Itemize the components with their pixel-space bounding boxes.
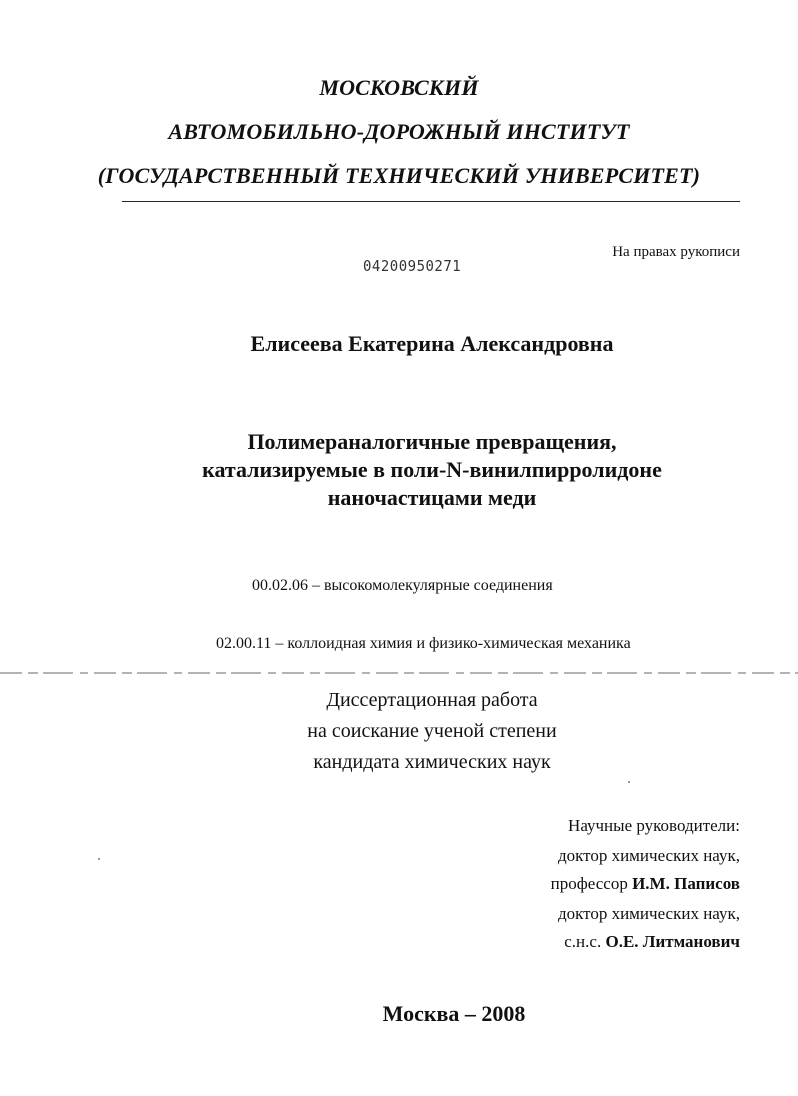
supervisor-1 [400,873,740,895]
specialty-1: 00.02.06 – высокомолекулярные соединения [252,577,553,594]
dashed-scan-line [0,666,798,680]
author-name: Елисеева Екатерина Александровна [250,331,614,356]
manuscript-note: На правах рукописи [612,244,740,260]
title-line-3: наночастицами меди [327,485,537,510]
city-year: Москва – 2008 [382,1001,526,1026]
institution-line-2: АВТОМОБИЛЬНО-ДОРОЖНЫЙ ИНСТИТУТ [168,119,630,144]
supervisor-2-title: с.н.с. [564,932,602,951]
dissertation-line-3: кандидата химических наук [313,751,551,773]
scan-speck [98,858,100,860]
scan-speck [628,781,630,783]
institution-line-1: МОСКОВСКИЙ [319,75,479,100]
supervisors-heading: Научные руководители: [568,816,740,835]
supervisor-1-degree: доктор химических наук, [557,846,740,865]
supervisor-1-title: профессор [550,874,628,893]
dissertation-line-1: Диссертационная работа [326,689,538,711]
institution-line-3: (ГОСУДАРСТВЕННЫЙ ТЕХНИЧЕСКИЙ УНИВЕРСИТЕТ) [97,163,701,188]
dissertation-line-2: на соискание ученой степени [307,720,557,742]
stamp-number: 04200950271 [363,258,462,276]
title-line-2: катализируемые в поли-N-винилпирролидоне [202,457,662,482]
specialty-2: 02.00.11 – коллоидная химия и физико-химическая механика [216,635,631,652]
title-line-1: Полимераналогичные превращения, [247,429,617,454]
supervisor-2-name: О.Е. Литманович [605,932,740,951]
supervisor-2 [400,931,740,953]
supervisor-1-name: И.М. Паписов [632,874,740,893]
supervisor-2-degree: доктор химических наук, [557,904,740,923]
header-divider [122,201,740,202]
